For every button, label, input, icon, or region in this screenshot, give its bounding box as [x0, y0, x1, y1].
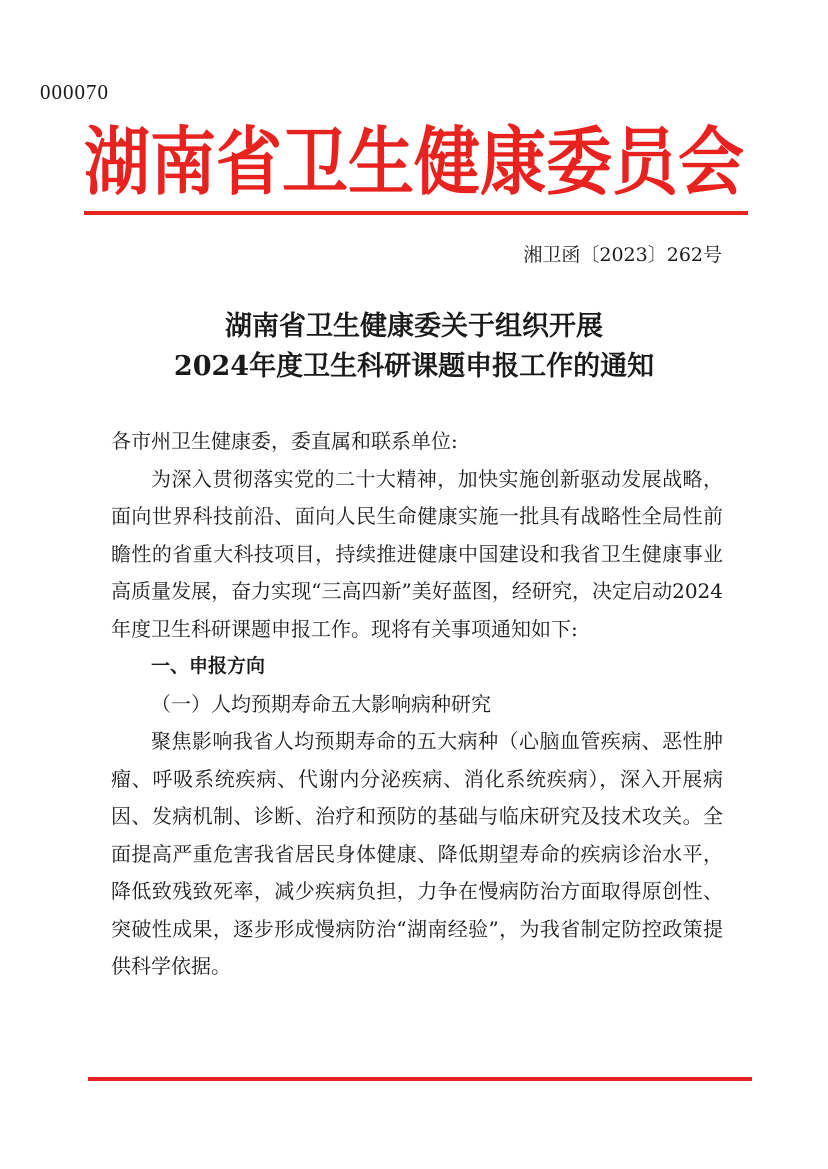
subsection-paragraph: 聚焦影响我省人均预期寿命的五大病种（心脑血管疾病、恶性肿瘤、呼吸系统疾病、代谢内分泌疾病、消化系统疾病），深入开展病因、发病机制、诊断、治疗和预防的基础与临床研究及技术攻关。全面提高严重危害我省居民身体健康、降低期望寿命的疾病诊治水平，降低致残致死率，减少疾病负担，力争在慢病防治方面取得原创性、突破性成果，逐步形成慢病防治“湖南经验”，为我省制定防控政策提供科学依据。 [111, 729, 723, 978]
document-reference-number: 湘卫函〔2023〕262号 [523, 244, 722, 266]
issuing-organization-header: 湖南省卫生健康委员会 [84, 119, 744, 206]
footer-divider-rule [88, 1077, 752, 1081]
header-divider-rule [84, 211, 748, 215]
document-serial-number: 000070 [40, 80, 109, 104]
intro-paragraph: 为深入贯彻落实党的二十大精神，加快实施创新驱动发展战略，面向世界科技前沿、面向人民生命健康实施一批具有战略性全局性前瞻性的省重大科技项目，持续推进健康中国建设和我省卫生健康事业高质量发展，奋力实现“三高四新”美好蓝图，经研究，决定启动2024年度卫生科研课题申报工作。现将有关事项通知如下: [111, 466, 723, 641]
title-line-1: 湖南省卫生健康委关于组织开展 [225, 311, 603, 342]
document-body [111, 423, 723, 986]
section-heading: 一、申报方向 [151, 655, 266, 677]
document-title [0, 307, 828, 387]
salutation: 各市州卫生健康委，委直属和联系单位: [111, 429, 458, 453]
subsection-heading: （一）人均预期寿命五大影响病种研究 [151, 691, 491, 716]
title-line-2: 2024年度卫生科研课题申报工作的通知 [173, 351, 655, 382]
